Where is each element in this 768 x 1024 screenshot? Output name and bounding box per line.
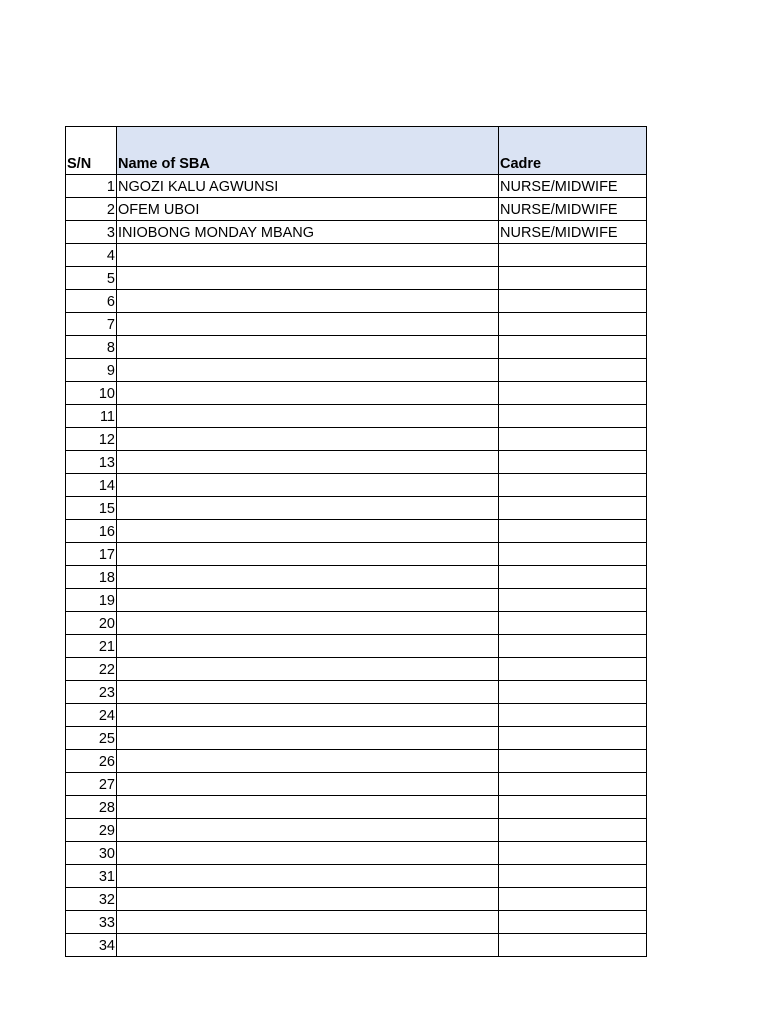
- cell-cadre[interactable]: NURSE/MIDWIFE: [499, 175, 647, 198]
- cell-name[interactable]: [117, 520, 499, 543]
- cell-name[interactable]: [117, 842, 499, 865]
- cell-sn[interactable]: 5: [66, 267, 117, 290]
- cell-name[interactable]: [117, 336, 499, 359]
- cell-name[interactable]: [117, 382, 499, 405]
- table-row: [66, 589, 647, 612]
- table-row: [66, 244, 647, 267]
- cell-sn[interactable]: 24: [66, 704, 117, 727]
- cell-sn[interactable]: 15: [66, 497, 117, 520]
- cell-cadre[interactable]: [499, 566, 647, 589]
- cell-sn[interactable]: 7: [66, 313, 117, 336]
- table-row: [66, 796, 647, 819]
- cell-cadre[interactable]: [499, 704, 647, 727]
- cell-sn[interactable]: 18: [66, 566, 117, 589]
- table-row: [66, 934, 647, 957]
- cell-name[interactable]: [117, 290, 499, 313]
- cell-sn[interactable]: 17: [66, 543, 117, 566]
- cell-sn[interactable]: 16: [66, 520, 117, 543]
- cell-name[interactable]: [117, 681, 499, 704]
- cell-cadre[interactable]: [499, 520, 647, 543]
- cell-sn[interactable]: 9: [66, 359, 117, 382]
- table-body: [66, 175, 647, 957]
- sba-table: [65, 126, 647, 957]
- cell-name[interactable]: [117, 612, 499, 635]
- table-row: [66, 842, 647, 865]
- cell-name[interactable]: [117, 750, 499, 773]
- cell-name[interactable]: [117, 428, 499, 451]
- cell-sn[interactable]: 6: [66, 290, 117, 313]
- table-row: [66, 727, 647, 750]
- cell-name[interactable]: [117, 704, 499, 727]
- table-row: [66, 681, 647, 704]
- cell-name[interactable]: NGOZI KALU AGWUNSI: [117, 175, 499, 198]
- cell-cadre[interactable]: [499, 497, 647, 520]
- cell-sn[interactable]: 13: [66, 451, 117, 474]
- cell-sn[interactable]: 20: [66, 612, 117, 635]
- cell-name[interactable]: [117, 405, 499, 428]
- cell-sn[interactable]: 10: [66, 382, 117, 405]
- cell-name[interactable]: [117, 497, 499, 520]
- cell-cadre[interactable]: [499, 842, 647, 865]
- cell-cadre[interactable]: [499, 428, 647, 451]
- cell-sn[interactable]: 2: [66, 198, 117, 221]
- cell-sn[interactable]: 25: [66, 727, 117, 750]
- cell-sn[interactable]: 28: [66, 796, 117, 819]
- cell-cadre[interactable]: [499, 451, 647, 474]
- cell-sn[interactable]: 26: [66, 750, 117, 773]
- table-row: [66, 336, 647, 359]
- cell-sn[interactable]: 11: [66, 405, 117, 428]
- cell-cadre[interactable]: [499, 589, 647, 612]
- cell-sn[interactable]: 8: [66, 336, 117, 359]
- cell-cadre[interactable]: [499, 635, 647, 658]
- table-row: [66, 474, 647, 497]
- table-row: [66, 543, 647, 566]
- table-row: [66, 888, 647, 911]
- cell-sn[interactable]: 21: [66, 635, 117, 658]
- cell-cadre[interactable]: NURSE/MIDWIFE: [499, 198, 647, 221]
- cell-cadre[interactable]: [499, 267, 647, 290]
- table-row: [66, 267, 647, 290]
- cell-name[interactable]: [117, 543, 499, 566]
- cell-cadre[interactable]: [499, 888, 647, 911]
- cell-cadre[interactable]: [499, 865, 647, 888]
- cell-sn[interactable]: 1: [66, 175, 117, 198]
- cell-cadre[interactable]: [499, 750, 647, 773]
- cell-cadre[interactable]: [499, 244, 647, 267]
- cell-sn[interactable]: 22: [66, 658, 117, 681]
- cell-name[interactable]: [117, 451, 499, 474]
- cell-sn[interactable]: 31: [66, 865, 117, 888]
- table-row: [66, 704, 647, 727]
- cell-sn[interactable]: 23: [66, 681, 117, 704]
- cell-sn[interactable]: 27: [66, 773, 117, 796]
- cell-name[interactable]: [117, 819, 499, 842]
- table-row: [66, 497, 647, 520]
- table-row: [66, 382, 647, 405]
- cell-name[interactable]: [117, 244, 499, 267]
- table-row: [66, 313, 647, 336]
- cell-name[interactable]: [117, 589, 499, 612]
- cell-sn[interactable]: 14: [66, 474, 117, 497]
- table-row: [66, 451, 647, 474]
- cell-cadre[interactable]: [499, 290, 647, 313]
- cell-sn[interactable]: 12: [66, 428, 117, 451]
- cell-name[interactable]: [117, 313, 499, 336]
- cell-name[interactable]: [117, 635, 499, 658]
- cell-cadre[interactable]: [499, 405, 647, 428]
- cell-name[interactable]: OFEM UBOI: [117, 198, 499, 221]
- cell-cadre[interactable]: [499, 543, 647, 566]
- cell-sn[interactable]: 30: [66, 842, 117, 865]
- table-row: [66, 198, 647, 221]
- cell-name[interactable]: [117, 727, 499, 750]
- table-row: [66, 566, 647, 589]
- cell-cadre[interactable]: [499, 336, 647, 359]
- table-row: [66, 405, 647, 428]
- cell-name[interactable]: [117, 911, 499, 934]
- table-row: [66, 290, 647, 313]
- header-row: [66, 127, 647, 175]
- table-row: [66, 359, 647, 382]
- cell-cadre[interactable]: [499, 796, 647, 819]
- cell-cadre[interactable]: [499, 911, 647, 934]
- cell-cadre[interactable]: [499, 612, 647, 635]
- table-row: [66, 750, 647, 773]
- table-row: [66, 520, 647, 543]
- cell-name[interactable]: [117, 865, 499, 888]
- table-row: [66, 658, 647, 681]
- cell-cadre[interactable]: [499, 359, 647, 382]
- table-row: [66, 773, 647, 796]
- cell-cadre[interactable]: [499, 313, 647, 336]
- cell-name[interactable]: [117, 474, 499, 497]
- cell-sn[interactable]: 33: [66, 911, 117, 934]
- cell-name[interactable]: [117, 566, 499, 589]
- table-row: [66, 428, 647, 451]
- cell-sn[interactable]: 32: [66, 888, 117, 911]
- cell-sn[interactable]: 3: [66, 221, 117, 244]
- cell-cadre[interactable]: [499, 658, 647, 681]
- cell-cadre[interactable]: [499, 819, 647, 842]
- table-row: [66, 635, 647, 658]
- cell-cadre[interactable]: [499, 474, 647, 497]
- cell-cadre[interactable]: [499, 382, 647, 405]
- cell-name[interactable]: INIOBONG MONDAY MBANG: [117, 221, 499, 244]
- cell-sn[interactable]: 19: [66, 589, 117, 612]
- cell-sn[interactable]: 29: [66, 819, 117, 842]
- cell-sn[interactable]: 4: [66, 244, 117, 267]
- header-cadre[interactable]: Cadre: [499, 127, 647, 175]
- cell-cadre[interactable]: [499, 773, 647, 796]
- table-row: [66, 865, 647, 888]
- header-sn[interactable]: S/N: [66, 127, 117, 175]
- table-row: [66, 911, 647, 934]
- table-row: [66, 221, 647, 244]
- cell-name[interactable]: [117, 773, 499, 796]
- cell-cadre[interactable]: [499, 681, 647, 704]
- cell-name[interactable]: [117, 796, 499, 819]
- cell-cadre[interactable]: NURSE/MIDWIFE: [499, 221, 647, 244]
- cell-name[interactable]: [117, 888, 499, 911]
- cell-name[interactable]: [117, 934, 499, 957]
- header-name[interactable]: Name of SBA: [117, 127, 499, 175]
- cell-sn[interactable]: 34: [66, 934, 117, 957]
- cell-cadre[interactable]: [499, 934, 647, 957]
- table-row: [66, 819, 647, 842]
- cell-cadre[interactable]: [499, 727, 647, 750]
- cell-name[interactable]: [117, 267, 499, 290]
- cell-name[interactable]: [117, 359, 499, 382]
- table-row: [66, 175, 647, 198]
- cell-name[interactable]: [117, 658, 499, 681]
- table-row: [66, 612, 647, 635]
